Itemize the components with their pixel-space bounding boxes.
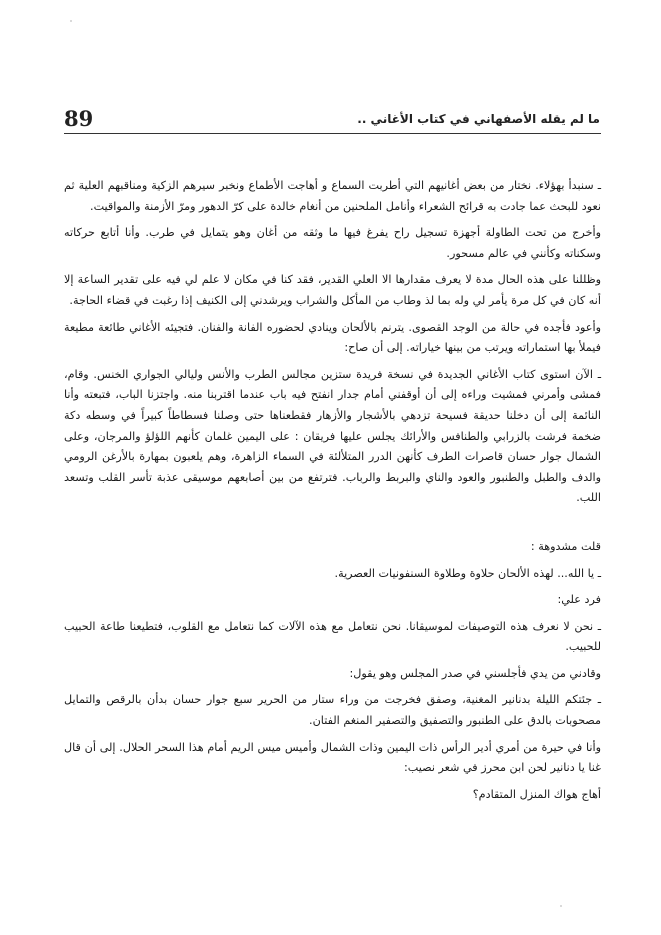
paragraph: ـ جئتكم الليلة بدنانير المغنية، وصفق فخرجت من وراء ستار من الحرير سبع جوار حسان بدأن بالرقص والتمايل مصحوبات بالدق على الطنبور والتصفيق والتصفير المنغم الفتان. <box>64 693 601 728</box>
paragraph: ـ نحن لا نعرف هذه التوصيفات لموسيقانا. نحن نتعامل مع هذه الآلات كما نتعامل مع القلوب، فتطيعنا طاعة الحبيب للحبيب. <box>64 619 601 654</box>
page-header <box>64 106 600 134</box>
paragraph: وأخرج من تحت الطاولة أجهزة تسجيل راح يفرغ فيها ما وثقه من أغان وهو يتمايل في طرب. وأنا أتابع حركاته وسكناته وكأنني في عالم مسحور. <box>64 226 601 260</box>
paragraph: ـ الآن استوى كتاب الأغاني الجديدة في نسخة فريدة ستزين مجالس الطرب والأنس وليالي الجواري الخنس. وقام، فمشى وأمرني فمشيت وراءه إلى أن أوقفني أمام جدار انفتح فيه باب عندما اقتربنا منه. واجتزنا الباب، فتبعته وأنا النائمة إلى أن دخلنا حديقة فسيحة تزدهي بالأشجار والأزهار فقطعناها حتى وصلنا فسطاطاً كبيراً في وسطه دكة ضخمة فرشت بالزرابي والطنافس والأرائك يجلس عليها فريقان : على اليمين غلمان كأنهم اللؤلؤ والمرجان، وعلى الشمال جوار حسان قاصرات الطرف كأنهن الدرر المتلألئة في السماء الزاهرة، وهم يلعبون بمهارة بالأرغن الرومي والدف والطبل والطنبور والعود والناي والبربط والرباب. فترتفع من بين أصابعهم موسيقى عذبة تأسر القلب وتسعد اللب. <box>64 367 601 505</box>
scan-speck <box>70 20 72 22</box>
paragraph: ـ سنبدأ بهؤلاء. نختار من بعض أغانيهم التي أطربت السماع و أهاجت الأطماع ونخبر سيرهم الزكية ومناقبهم العلية ثم نعود للبحث عما جادت به قرائح الشعراء وأنامل الملحنين من أنغام خالدة على كرّ الدهور ومرّ الأزمنة والمواقيت. <box>64 179 601 213</box>
paragraph: أهاج هواك المنزل المتقادم؟ <box>472 787 601 801</box>
paragraph: قلت مشدوهة : <box>530 539 601 553</box>
body-text <box>64 176 601 811</box>
paragraph: وقادني من يدي فأجلسني في صدر المجلس وهو يقول: <box>349 666 601 680</box>
paragraph: فرد علي: <box>557 593 601 607</box>
running-title: ما لم يقله الأصفهاني في كتاب الأغاني .. <box>357 112 600 126</box>
paragraph: وأعود فأجده في حالة من الوجد القصوى. يترنم بالألحان وينادي لحضوره الفانة والفنان. فتجيئه الأغاني طائعة مطيعة فيملأ بها استماراته ويرتب من بينها خياراته. إلى أن صاح: <box>64 320 601 355</box>
paragraph: وظللنا على هذه الحال مدة لا يعرف مقدارها الا العلي القدير، فقد كنا في مكان لا علم لي فيه على تقدير الساعة إلا أنه كان في كل مرة يأمر لي وله بما لذ وطاب من المأكل والشراب ويرشدني إلى الكنيف إذا رغبت في قضاء الحاجة. <box>64 273 601 307</box>
header-divider <box>64 133 601 134</box>
paragraph: وأنا في حيرة من أمري أدير الرأس ذات اليمين وذات الشمال وأميس ميس الريم أمام هذا السحر الحلال. إلى أن قال غنا يا دنانير لحن ابن محرز في شعر نصيب: <box>64 740 601 775</box>
scan-speck <box>560 905 562 907</box>
paragraph: ـ يا الله... لهذه الألحان حلاوة وطلاوة السنفونيات العصرية. <box>334 566 601 580</box>
section-gap <box>64 515 601 537</box>
page-number: 89 <box>64 106 94 131</box>
